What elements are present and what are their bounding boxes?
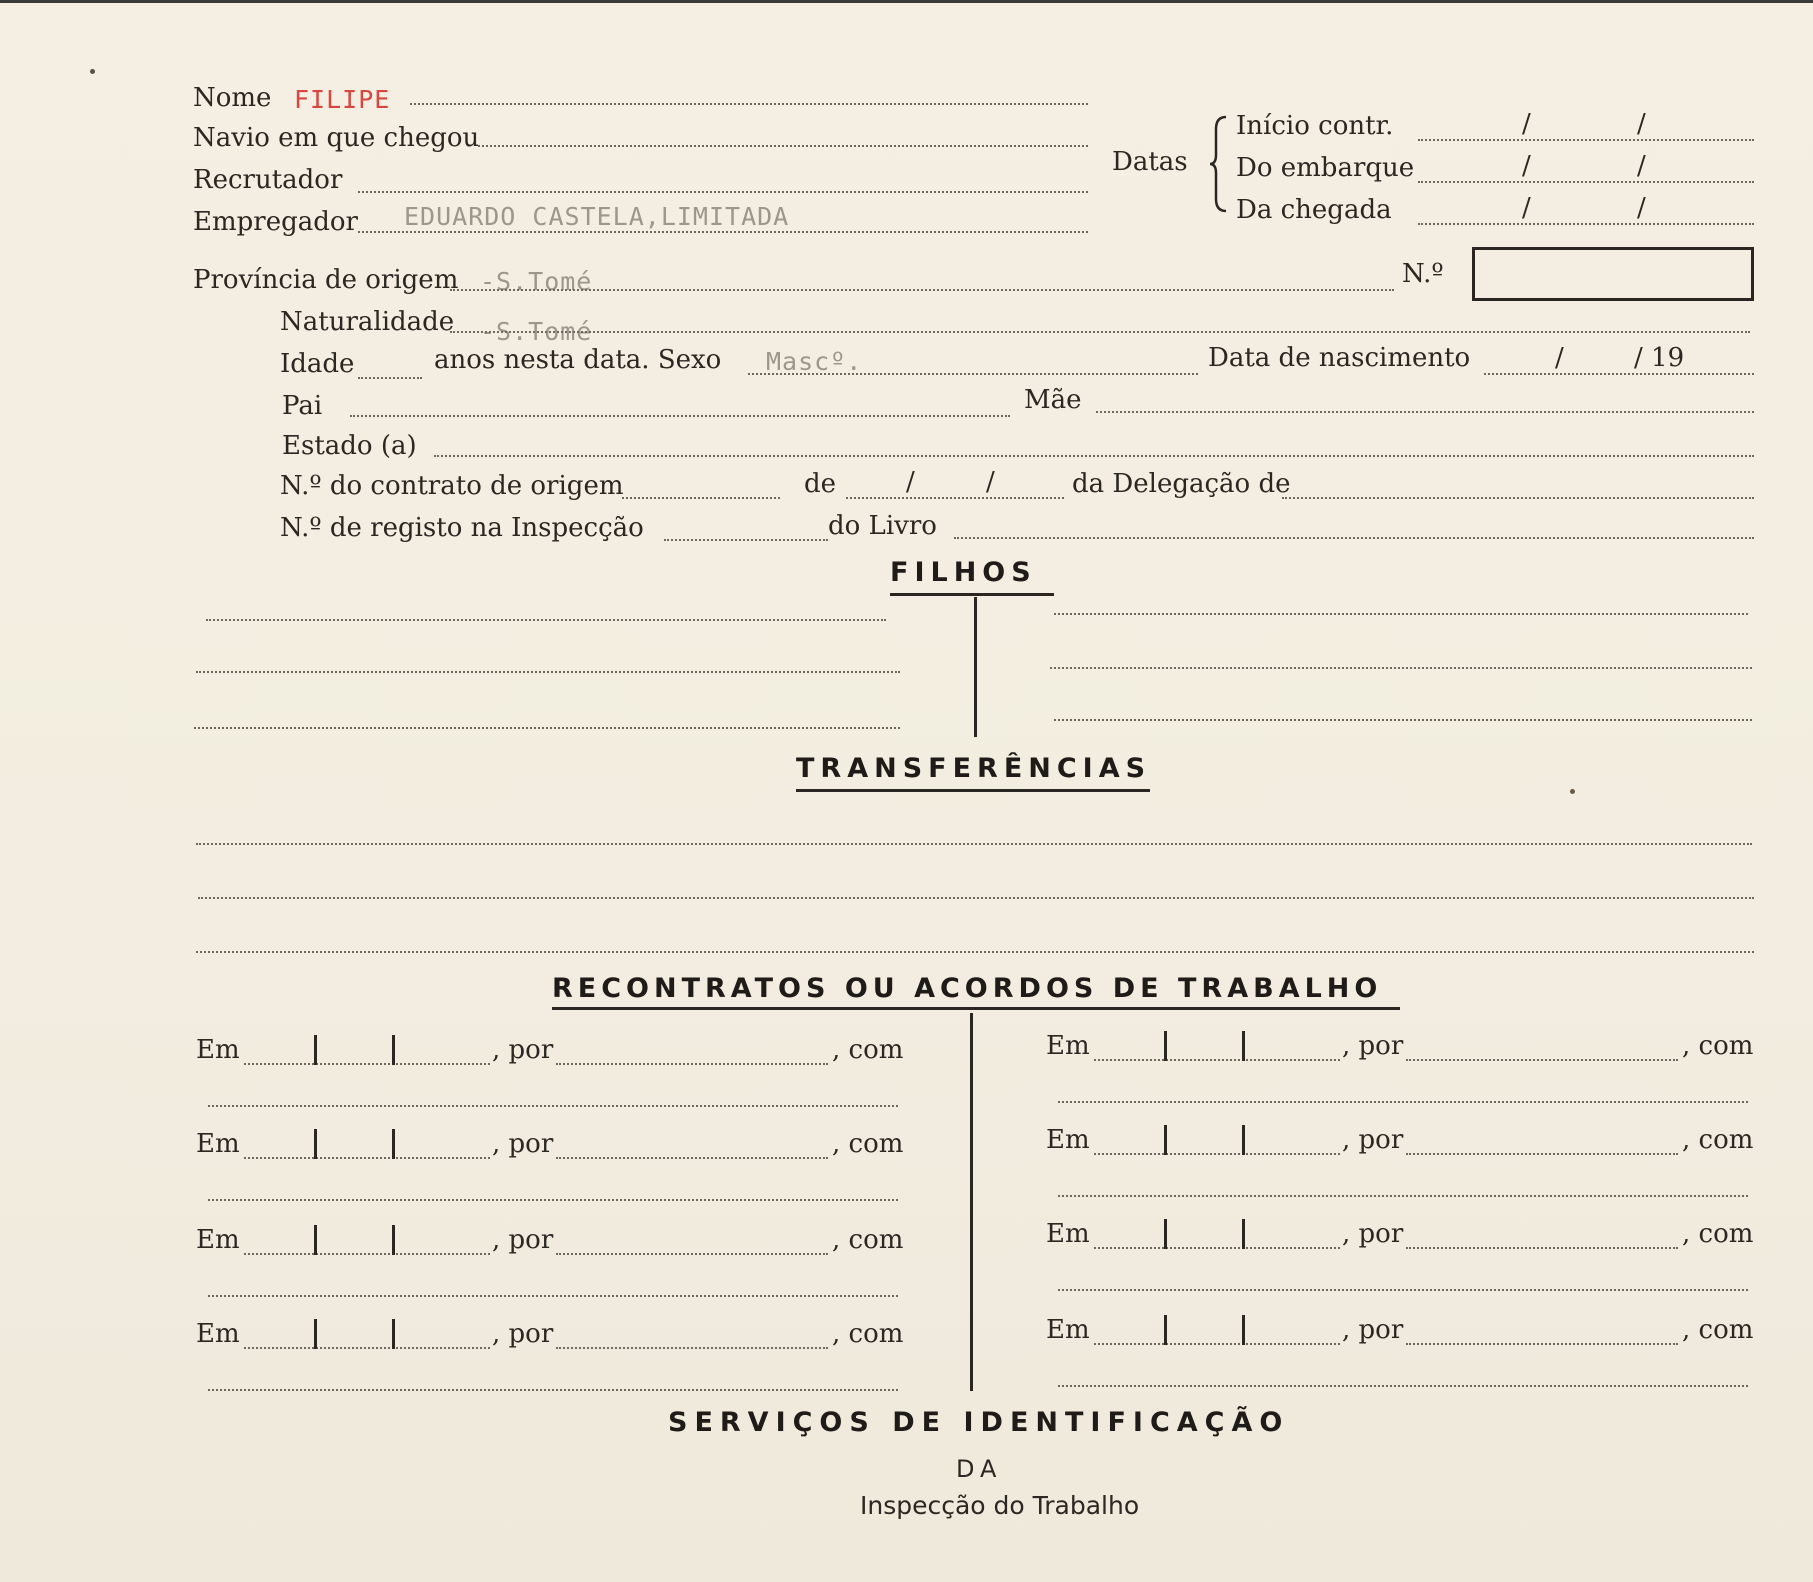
embarque-slash-2: / (1637, 151, 1646, 181)
recontratos-underline (552, 1007, 1400, 1010)
datas-brace (1208, 115, 1232, 213)
recontrato-date-line (1094, 1059, 1340, 1061)
contrato-slash-1: / (906, 467, 915, 497)
recontrato-com-label: , com (1682, 1125, 1754, 1155)
filhos-underline (890, 593, 1054, 596)
recontrato-em-label: Em (1046, 1315, 1090, 1345)
recontrato-date-separator (1164, 1219, 1167, 1249)
nascimento-line (1484, 373, 1754, 375)
idade-line (358, 377, 422, 379)
contrato-slash-2: / (986, 467, 995, 497)
livro-label: do Livro (828, 511, 937, 541)
recontratos-heading: RECONTRATOS OU ACORDOS DE TRABALHO (552, 973, 1383, 1004)
embarque-slash-1: / (1522, 151, 1531, 181)
recontrato-por-label: , por (492, 1129, 554, 1159)
recontrato-por-label: , por (492, 1319, 554, 1349)
filhos-line-r3 (1054, 719, 1752, 721)
pai-label: Pai (282, 391, 323, 421)
contrato-de-label: de (804, 469, 837, 499)
recontrato-por-label: , por (1342, 1219, 1404, 1249)
recontrato-date-separator (314, 1129, 317, 1159)
registo-label: N.º de registo na Inspecção (280, 513, 644, 543)
footer-da: DA (956, 1455, 1003, 1483)
filhos-divider (974, 597, 977, 737)
recontrato-date-separator (1164, 1031, 1167, 1061)
livro-line (954, 537, 1754, 539)
provincia-label: Província de origem (193, 265, 459, 295)
idade-label: Idade (280, 349, 355, 379)
recontrato-date-separator (314, 1225, 317, 1255)
provincia-value: -S.Tomé (480, 267, 593, 296)
recontrato-por-line (1406, 1059, 1678, 1061)
chegada-label: Da chegada (1236, 195, 1392, 225)
filhos-line-l1 (206, 619, 886, 621)
anos-sexo-label: anos nesta data. Sexo (434, 345, 722, 375)
paper-speck (1570, 789, 1575, 794)
naturalidade-value: -S.Tomé (480, 317, 593, 346)
recontrato-por-label: , por (492, 1225, 554, 1255)
inicio-line (1418, 139, 1754, 141)
recontrato-por-line (556, 1063, 828, 1065)
embarque-label: Do embarque (1236, 153, 1415, 183)
recontrato-date-separator (392, 1225, 395, 1255)
registo-line (664, 539, 828, 541)
recontrato-em-label: Em (1046, 1031, 1090, 1061)
nome-line (410, 103, 1088, 105)
inicio-slash-1: / (1522, 109, 1531, 139)
recontrato-continuation-line (208, 1295, 898, 1297)
recontrato-por-line (556, 1253, 828, 1255)
recontrato-por-label: , por (492, 1035, 554, 1065)
recontrato-date-separator (1164, 1125, 1167, 1155)
delegacao-label: da Delegação de (1072, 469, 1291, 499)
recontratos-divider (970, 1013, 973, 1391)
contrato-date-line (846, 497, 1064, 499)
transferencias-underline (796, 789, 1150, 792)
sexo-value: Mascº. (766, 347, 863, 376)
recontrato-por-line (1406, 1343, 1678, 1345)
numero-label: N.º (1402, 259, 1444, 289)
nascimento-slash-1: / (1555, 343, 1564, 373)
recontrato-date-line (244, 1157, 490, 1159)
paper-speck (90, 69, 95, 74)
empregador-line (358, 231, 1088, 233)
footer-title: SERVIÇOS DE IDENTIFICAÇÃO (668, 1407, 1290, 1438)
recontrato-com-label: , com (1682, 1031, 1754, 1061)
filhos-line-l3 (194, 727, 900, 729)
inicio-label: Início contr. (1236, 111, 1394, 141)
recontrato-com-label: , com (1682, 1219, 1754, 1249)
recontrato-date-line (1094, 1247, 1340, 1249)
recontrato-em-label: Em (196, 1129, 240, 1159)
provincia-line (450, 289, 1394, 291)
filhos-line-r1 (1054, 613, 1748, 615)
naturalidade-line (450, 331, 1750, 333)
contrato-label: N.º do contrato de origem (280, 471, 624, 501)
nascimento-year-prefix: / 19 (1634, 343, 1685, 373)
numero-box (1472, 247, 1754, 301)
recontrato-com-label: , com (1682, 1315, 1754, 1345)
mae-label: Mãe (1024, 385, 1082, 415)
chegada-slash-2: / (1637, 193, 1646, 223)
contrato-line (622, 497, 780, 499)
nome-label: Nome (193, 83, 272, 113)
recontrato-date-separator (314, 1319, 317, 1349)
recontrato-continuation-line (208, 1199, 898, 1201)
recontrato-por-label: , por (1342, 1315, 1404, 1345)
naturalidade-label: Naturalidade (280, 307, 455, 337)
recontrato-por-label: , por (1342, 1125, 1404, 1155)
recontrato-date-separator (392, 1035, 395, 1065)
navio-label: Navio em que chegou (193, 123, 480, 153)
recontrato-por-label: , por (1342, 1031, 1404, 1061)
recontrato-por-line (556, 1157, 828, 1159)
empregador-label: Empregador (193, 207, 358, 237)
navio-line (478, 145, 1088, 147)
recontrato-date-separator (1242, 1315, 1245, 1345)
recontrato-date-separator (1242, 1125, 1245, 1155)
sexo-line (748, 373, 1198, 375)
pai-line (350, 415, 1010, 417)
datas-label: Datas (1112, 147, 1188, 177)
chegada-line (1418, 223, 1754, 225)
recontrato-continuation-line (1058, 1101, 1748, 1103)
recontrato-date-separator (392, 1319, 395, 1349)
recontrato-em-label: Em (196, 1319, 240, 1349)
recontrato-date-separator (1242, 1219, 1245, 1249)
estado-label: Estado (a) (282, 431, 417, 461)
recontrato-date-line (1094, 1343, 1340, 1345)
empregador-value: EDUARDO CASTELA,LIMITADA (404, 202, 790, 231)
recontrato-date-separator (314, 1035, 317, 1065)
recontrato-continuation-line (1058, 1385, 1748, 1387)
embarque-line (1418, 181, 1754, 183)
recontrato-date-line (244, 1063, 490, 1065)
recontrato-date-separator (1242, 1031, 1245, 1061)
recontrato-continuation-line (208, 1105, 898, 1107)
chegada-slash-1: / (1522, 193, 1531, 223)
recontrato-em-label: Em (1046, 1125, 1090, 1155)
recontrato-com-label: , com (832, 1225, 904, 1255)
recontrato-em-label: Em (1046, 1219, 1090, 1249)
recontrato-continuation-line (1058, 1195, 1748, 1197)
inicio-slash-2: / (1637, 109, 1646, 139)
recontrato-em-label: Em (196, 1225, 240, 1255)
nascimento-label: Data de nascimento (1208, 343, 1471, 373)
transferencias-line-3 (196, 951, 1754, 953)
recrutador-line (358, 191, 1088, 193)
recontrato-date-line (244, 1347, 490, 1349)
recontrato-date-line (1094, 1153, 1340, 1155)
delegacao-line (1282, 497, 1754, 499)
recontrato-com-label: , com (832, 1129, 904, 1159)
recontrato-por-line (556, 1347, 828, 1349)
mae-line (1096, 411, 1754, 413)
estado-line (434, 455, 1754, 457)
transferencias-heading: TRANSFERÊNCIAS (796, 753, 1152, 784)
filhos-line-l2 (196, 671, 900, 673)
recrutador-label: Recrutador (193, 165, 343, 195)
footer-inspeccao: Inspecção do Trabalho (860, 1491, 1140, 1520)
recontrato-em-label: Em (196, 1035, 240, 1065)
recontrato-com-label: , com (832, 1035, 904, 1065)
filhos-line-r2 (1050, 667, 1752, 669)
transferencias-line-1 (196, 843, 1752, 845)
recontrato-date-line (244, 1253, 490, 1255)
recontrato-continuation-line (208, 1389, 898, 1391)
recontrato-com-label: , com (832, 1319, 904, 1349)
transferencias-line-2 (198, 897, 1754, 899)
recontrato-continuation-line (1058, 1289, 1748, 1291)
filhos-heading: FILHOS (890, 557, 1037, 588)
recontrato-date-separator (1164, 1315, 1167, 1345)
recontrato-date-separator (392, 1129, 395, 1159)
recontrato-por-line (1406, 1247, 1678, 1249)
nome-value: FILIPE (294, 85, 391, 114)
recontrato-por-line (1406, 1153, 1678, 1155)
